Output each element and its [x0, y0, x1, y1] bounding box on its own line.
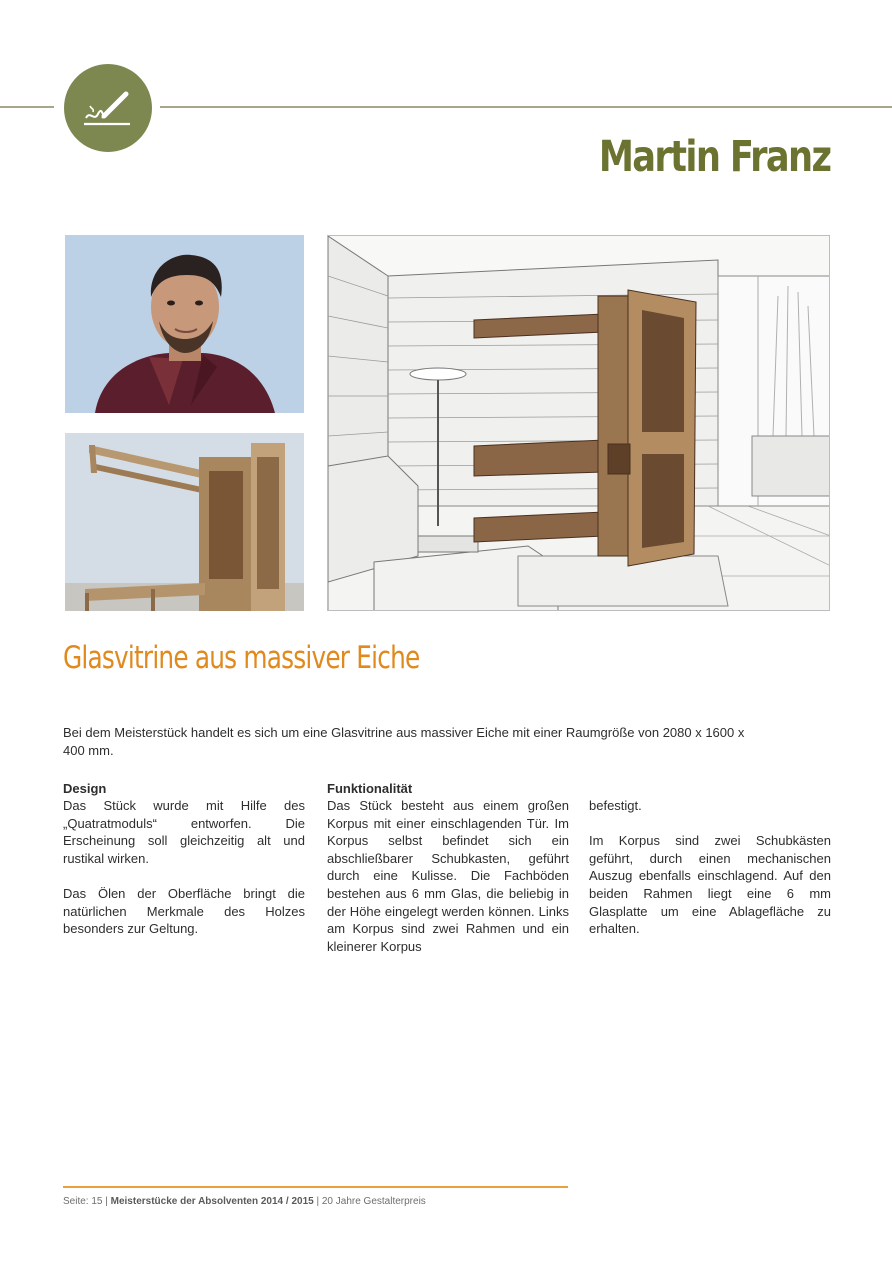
function-heading: Funktionalität — [327, 781, 413, 796]
header-rule-left — [0, 106, 54, 108]
design-paragraph-2: Das Ölen der Oberfläche bringt die natürlichen Merkmale des Holzes besonders zur Geltung. — [63, 885, 305, 937]
article-title: Glasvitrine aus massiver Eiche — [63, 640, 420, 676]
page-number: Seite: 15 — [63, 1196, 103, 1207]
intro-text: Bei dem Meisterstück handelt es sich um eine Glasvitrine aus massiver Eiche mit einer Raumgröße von 2080 x 1600 x 400 mm. — [63, 725, 745, 758]
function-paragraph-2: Im Korpus sind zwei Schubkästen geführt, durch einen mechanischen Auszug ebenfalls einschlagend. Auf den beiden Rahmen liegt eine 6 mm Glasplatte um eine Ablagefläche zu erhalten. — [589, 833, 831, 937]
footer-separator: | — [102, 1196, 111, 1207]
portrait-photo — [65, 235, 304, 413]
cabinet-photo — [65, 433, 304, 611]
function-paragraph-1: Das Stück besteht aus einem großen Korpus mit einer einschlagenden Tür. Im Korpus selbst befindet sich ein abschließbarer Schubkasten, geführt durch eine Kulisse. Die Fachböden bestehen aus 6 mm Glas, die beliebig in der Höhe eingelegt werden können. Links am Korpus sind zwei Rahmen und ein kleinerer Korpus — [327, 798, 569, 954]
design-paragraph-1: Das Stück wurde mit Hilfe des „Quatratmoduls“ entworfen. Die Erscheinung soll gleichzeitig alt und rustikal wirken. — [63, 798, 305, 866]
publication-subtitle: 20 Jahre Gestalterpreis — [321, 1196, 426, 1207]
function-column-continued — [589, 797, 831, 938]
function-paragraph-1-continued: befestigt. — [589, 798, 642, 813]
page-footer — [63, 1196, 426, 1207]
design-column — [63, 780, 305, 938]
footer-separator: | — [313, 1196, 322, 1207]
function-column — [327, 780, 569, 955]
author-name: Martin Franz — [598, 132, 830, 182]
logo-badge — [64, 64, 152, 152]
pen-writing-icon — [64, 64, 152, 152]
design-heading: Design — [63, 781, 107, 796]
publication-title: Meisterstücke der Absolventen 2014 / 2015 — [110, 1196, 314, 1207]
room-render — [327, 235, 830, 611]
header-rule-right — [160, 106, 892, 108]
footer-rule — [63, 1186, 568, 1188]
